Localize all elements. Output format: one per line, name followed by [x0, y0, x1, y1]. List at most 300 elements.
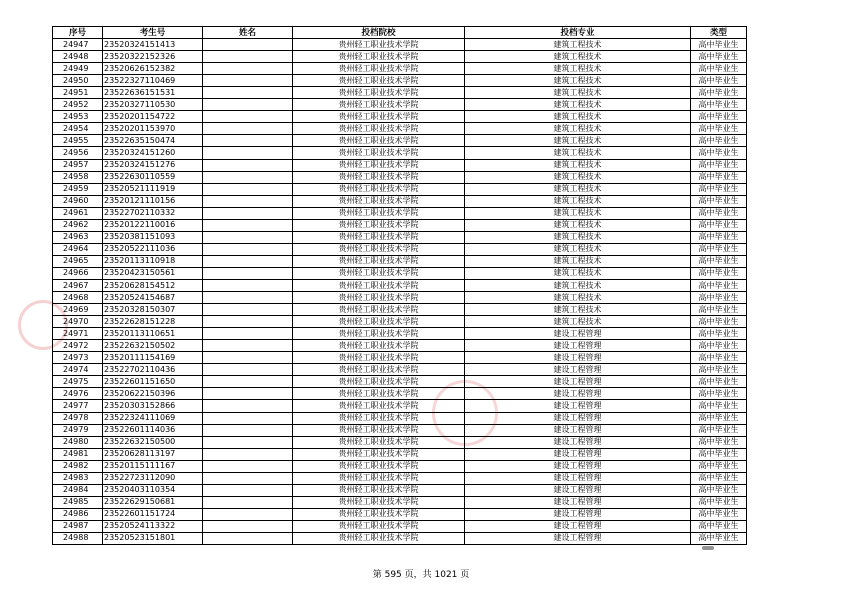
table-row	[53, 99, 747, 111]
cell-exam-no: 23520628113197	[103, 448, 203, 460]
cell-name	[203, 219, 293, 231]
cell-major: 建筑工程技术	[465, 255, 691, 267]
table-row	[53, 87, 747, 99]
col-header-serial: 序号	[53, 27, 103, 39]
cell-exam-no: 23522601151650	[103, 376, 203, 388]
cell-major: 建筑工程技术	[465, 51, 691, 63]
cell-name	[203, 111, 293, 123]
cell-school: 贵州轻工职业技术学院	[293, 352, 465, 364]
cell-type: 高中毕业生	[691, 183, 747, 195]
cell-school: 贵州轻工职业技术学院	[293, 460, 465, 472]
cell-serial: 24980	[53, 436, 103, 448]
cell-school: 贵州轻工职业技术学院	[293, 279, 465, 291]
cell-school: 贵州轻工职业技术学院	[293, 243, 465, 255]
cell-serial: 24962	[53, 219, 103, 231]
cell-exam-no: 23522636151531	[103, 87, 203, 99]
table-row	[53, 304, 747, 316]
cell-major: 建设工程管理	[465, 412, 691, 424]
cell-exam-no: 23520381151093	[103, 231, 203, 243]
cell-serial: 24985	[53, 496, 103, 508]
cell-major: 建设工程管理	[465, 484, 691, 496]
cell-school: 贵州轻工职业技术学院	[293, 412, 465, 424]
cell-type: 高中毕业生	[691, 87, 747, 99]
cell-type: 高中毕业生	[691, 243, 747, 255]
cell-serial: 24969	[53, 304, 103, 316]
cell-type: 高中毕业生	[691, 352, 747, 364]
cell-serial: 24975	[53, 376, 103, 388]
cell-type: 高中毕业生	[691, 123, 747, 135]
cell-school: 贵州轻工职业技术学院	[293, 520, 465, 532]
cell-type: 高中毕业生	[691, 51, 747, 63]
table-row	[53, 159, 747, 171]
cell-major: 建设工程管理	[465, 424, 691, 436]
cell-major: 建筑工程技术	[465, 111, 691, 123]
cell-name	[203, 207, 293, 219]
cell-type: 高中毕业生	[691, 328, 747, 340]
cell-name	[203, 255, 293, 267]
cell-type: 高中毕业生	[691, 267, 747, 279]
cell-school: 贵州轻工职业技术学院	[293, 424, 465, 436]
cell-name	[203, 508, 293, 520]
table-row	[53, 243, 747, 255]
cell-type: 高中毕业生	[691, 520, 747, 532]
cell-major: 建设工程管理	[465, 508, 691, 520]
cell-exam-no: 23522630110559	[103, 171, 203, 183]
cell-name	[203, 171, 293, 183]
cell-serial: 24981	[53, 448, 103, 460]
cell-major: 建筑工程技术	[465, 304, 691, 316]
table-row	[53, 292, 747, 304]
cell-type: 高中毕业生	[691, 340, 747, 352]
cell-school: 贵州轻工职业技术学院	[293, 304, 465, 316]
cell-major: 建筑工程技术	[465, 243, 691, 255]
cell-exam-no: 23520121110156	[103, 195, 203, 207]
cell-name	[203, 147, 293, 159]
cell-exam-no: 23520521111919	[103, 183, 203, 195]
cell-serial: 24956	[53, 147, 103, 159]
cell-exam-no: 23520115111167	[103, 460, 203, 472]
cell-type: 高中毕业生	[691, 219, 747, 231]
cell-serial: 24967	[53, 279, 103, 291]
cell-school: 贵州轻工职业技术学院	[293, 316, 465, 328]
cell-major: 建设工程管理	[465, 460, 691, 472]
cell-school: 贵州轻工职业技术学院	[293, 87, 465, 99]
table-row	[53, 328, 747, 340]
cell-name	[203, 328, 293, 340]
cell-name	[203, 87, 293, 99]
cell-type: 高中毕业生	[691, 472, 747, 484]
cell-school: 贵州轻工职业技术学院	[293, 111, 465, 123]
col-header-major: 投档专业	[465, 27, 691, 39]
cell-school: 贵州轻工职业技术学院	[293, 123, 465, 135]
cell-name	[203, 231, 293, 243]
table-row	[53, 123, 747, 135]
cell-major: 建筑工程技术	[465, 159, 691, 171]
cell-type: 高中毕业生	[691, 75, 747, 87]
table-row	[53, 532, 747, 544]
cell-serial: 24970	[53, 316, 103, 328]
cell-major: 建设工程管理	[465, 352, 691, 364]
table-header-row	[53, 27, 747, 39]
cell-type: 高中毕业生	[691, 159, 747, 171]
cell-exam-no: 23522628151228	[103, 316, 203, 328]
cell-type: 高中毕业生	[691, 388, 747, 400]
table-row	[53, 436, 747, 448]
cell-serial: 24968	[53, 292, 103, 304]
cell-type: 高中毕业生	[691, 171, 747, 183]
cell-name	[203, 292, 293, 304]
cell-serial: 24979	[53, 424, 103, 436]
cell-name	[203, 532, 293, 544]
cell-type: 高中毕业生	[691, 255, 747, 267]
cell-type: 高中毕业生	[691, 207, 747, 219]
cell-major: 建设工程管理	[465, 340, 691, 352]
cell-school: 贵州轻工职业技术学院	[293, 376, 465, 388]
cell-school: 贵州轻工职业技术学院	[293, 219, 465, 231]
cell-name	[203, 436, 293, 448]
cell-school: 贵州轻工职业技术学院	[293, 195, 465, 207]
cell-serial: 24977	[53, 400, 103, 412]
table-row	[53, 484, 747, 496]
cell-name	[203, 400, 293, 412]
cell-name	[203, 183, 293, 195]
cell-serial: 24961	[53, 207, 103, 219]
cell-type: 高中毕业生	[691, 448, 747, 460]
cell-serial: 24971	[53, 328, 103, 340]
cell-serial: 24952	[53, 99, 103, 111]
cell-major: 建设工程管理	[465, 376, 691, 388]
cell-type: 高中毕业生	[691, 304, 747, 316]
cell-serial: 24953	[53, 111, 103, 123]
cell-type: 高中毕业生	[691, 436, 747, 448]
cell-serial: 24957	[53, 159, 103, 171]
cell-name	[203, 316, 293, 328]
cell-school: 贵州轻工职业技术学院	[293, 147, 465, 159]
cell-school: 贵州轻工职业技术学院	[293, 496, 465, 508]
cell-name	[203, 243, 293, 255]
cell-school: 贵州轻工职业技术学院	[293, 508, 465, 520]
cell-exam-no: 23522632150500	[103, 436, 203, 448]
cell-name	[203, 340, 293, 352]
table-row	[53, 63, 747, 75]
cell-major: 建筑工程技术	[465, 316, 691, 328]
brand-watermark-logo	[702, 546, 714, 550]
cell-exam-no: 23520201153970	[103, 123, 203, 135]
cell-serial: 24965	[53, 255, 103, 267]
cell-type: 高中毕业生	[691, 195, 747, 207]
cell-exam-no: 23520328150307	[103, 304, 203, 316]
cell-major: 建设工程管理	[465, 496, 691, 508]
cell-serial: 24949	[53, 63, 103, 75]
cell-major: 建筑工程技术	[465, 207, 691, 219]
cell-serial: 24986	[53, 508, 103, 520]
cell-type: 高中毕业生	[691, 292, 747, 304]
cell-school: 贵州轻工职业技术学院	[293, 292, 465, 304]
table-row	[53, 279, 747, 291]
table-row	[53, 231, 747, 243]
cell-serial: 24972	[53, 340, 103, 352]
cell-type: 高中毕业生	[691, 63, 747, 75]
cell-exam-no: 23520324151276	[103, 159, 203, 171]
cell-serial: 24948	[53, 51, 103, 63]
cell-serial: 24982	[53, 460, 103, 472]
cell-serial: 24960	[53, 195, 103, 207]
cell-exam-no: 23520403110354	[103, 484, 203, 496]
cell-name	[203, 520, 293, 532]
cell-major: 建筑工程技术	[465, 87, 691, 99]
table-row	[53, 340, 747, 352]
cell-major: 建筑工程技术	[465, 195, 691, 207]
cell-school: 贵州轻工职业技术学院	[293, 39, 465, 51]
cell-type: 高中毕业生	[691, 508, 747, 520]
cell-name	[203, 51, 293, 63]
cell-name	[203, 352, 293, 364]
cell-major: 建筑工程技术	[465, 75, 691, 87]
cell-name	[203, 279, 293, 291]
cell-major: 建筑工程技术	[465, 292, 691, 304]
cell-type: 高中毕业生	[691, 460, 747, 472]
cell-serial: 24950	[53, 75, 103, 87]
cell-name	[203, 388, 293, 400]
cell-exam-no: 23520111154169	[103, 352, 203, 364]
cell-school: 贵州轻工职业技术学院	[293, 388, 465, 400]
cell-school: 贵州轻工职业技术学院	[293, 183, 465, 195]
cell-type: 高中毕业生	[691, 279, 747, 291]
cell-name	[203, 364, 293, 376]
cell-serial: 24951	[53, 87, 103, 99]
table-row	[53, 448, 747, 460]
cell-exam-no: 23520122110016	[103, 219, 203, 231]
cell-major: 建筑工程技术	[465, 183, 691, 195]
cell-type: 高中毕业生	[691, 39, 747, 51]
table-row	[53, 135, 747, 147]
cell-school: 贵州轻工职业技术学院	[293, 532, 465, 544]
cell-school: 贵州轻工职业技术学院	[293, 484, 465, 496]
table-row	[53, 219, 747, 231]
table-row	[53, 171, 747, 183]
table-row	[53, 111, 747, 123]
cell-serial: 24983	[53, 472, 103, 484]
cell-major: 建筑工程技术	[465, 39, 691, 51]
cell-serial: 24973	[53, 352, 103, 364]
table-row	[53, 412, 747, 424]
cell-type: 高中毕业生	[691, 532, 747, 544]
cell-major: 建筑工程技术	[465, 231, 691, 243]
table-row	[53, 147, 747, 159]
cell-serial: 24978	[53, 412, 103, 424]
cell-exam-no: 23522723112090	[103, 472, 203, 484]
col-header-type: 类型	[691, 27, 747, 39]
table-row	[53, 388, 747, 400]
table-body	[53, 39, 747, 545]
table-row	[53, 376, 747, 388]
table-row	[53, 364, 747, 376]
cell-major: 建设工程管理	[465, 328, 691, 340]
cell-major: 建筑工程技术	[465, 267, 691, 279]
table-row	[53, 39, 747, 51]
cell-major: 建筑工程技术	[465, 63, 691, 75]
cell-name	[203, 304, 293, 316]
cell-name	[203, 159, 293, 171]
table-row	[53, 255, 747, 267]
cell-major: 建设工程管理	[465, 364, 691, 376]
cell-major: 建筑工程技术	[465, 123, 691, 135]
admission-table	[52, 26, 747, 545]
cell-name	[203, 63, 293, 75]
cell-major: 建设工程管理	[465, 532, 691, 544]
cell-school: 贵州轻工职业技术学院	[293, 255, 465, 267]
cell-exam-no: 23522629150681	[103, 496, 203, 508]
cell-name	[203, 135, 293, 147]
cell-exam-no: 23522635150474	[103, 135, 203, 147]
cell-exam-no: 23520628154512	[103, 279, 203, 291]
cell-major: 建设工程管理	[465, 400, 691, 412]
cell-major: 建筑工程技术	[465, 171, 691, 183]
table-row	[53, 424, 747, 436]
cell-type: 高中毕业生	[691, 316, 747, 328]
cell-exam-no: 23520523151801	[103, 532, 203, 544]
cell-type: 高中毕业生	[691, 111, 747, 123]
cell-exam-no: 23520324151260	[103, 147, 203, 159]
table-row	[53, 508, 747, 520]
cell-major: 建筑工程技术	[465, 279, 691, 291]
table-row	[53, 520, 747, 532]
cell-school: 贵州轻工职业技术学院	[293, 51, 465, 63]
cell-school: 贵州轻工职业技术学院	[293, 448, 465, 460]
cell-name	[203, 75, 293, 87]
cell-major: 建设工程管理	[465, 448, 691, 460]
cell-exam-no: 23522601151724	[103, 508, 203, 520]
cell-name	[203, 123, 293, 135]
cell-exam-no: 23522702110332	[103, 207, 203, 219]
cell-name	[203, 496, 293, 508]
cell-school: 贵州轻工职业技术学院	[293, 231, 465, 243]
cell-major: 建设工程管理	[465, 388, 691, 400]
cell-exam-no: 23522601114036	[103, 424, 203, 436]
cell-exam-no: 23522702110436	[103, 364, 203, 376]
cell-major: 建设工程管理	[465, 520, 691, 532]
cell-exam-no: 23520113110918	[103, 255, 203, 267]
cell-name	[203, 460, 293, 472]
cell-major: 建筑工程技术	[465, 135, 691, 147]
cell-exam-no: 23522327110469	[103, 75, 203, 87]
cell-exam-no: 23520524113322	[103, 520, 203, 532]
col-header-school: 投档院校	[293, 27, 465, 39]
cell-school: 贵州轻工职业技术学院	[293, 340, 465, 352]
cell-exam-no: 23520324151413	[103, 39, 203, 51]
cell-school: 贵州轻工职业技术学院	[293, 63, 465, 75]
cell-exam-no: 23520327110530	[103, 99, 203, 111]
cell-name	[203, 412, 293, 424]
cell-serial: 24963	[53, 231, 103, 243]
cell-school: 贵州轻工职业技术学院	[293, 400, 465, 412]
cell-major: 建筑工程技术	[465, 219, 691, 231]
table-row	[53, 472, 747, 484]
cell-serial: 24964	[53, 243, 103, 255]
cell-major: 建设工程管理	[465, 436, 691, 448]
cell-exam-no: 23520113110651	[103, 328, 203, 340]
cell-school: 贵州轻工职业技术学院	[293, 267, 465, 279]
table-row	[53, 51, 747, 63]
cell-exam-no: 23522324111069	[103, 412, 203, 424]
cell-type: 高中毕业生	[691, 412, 747, 424]
cell-school: 贵州轻工职业技术学院	[293, 159, 465, 171]
cell-major: 建筑工程技术	[465, 147, 691, 159]
cell-type: 高中毕业生	[691, 147, 747, 159]
cell-school: 贵州轻工职业技术学院	[293, 171, 465, 183]
cell-type: 高中毕业生	[691, 364, 747, 376]
cell-name	[203, 448, 293, 460]
cell-exam-no: 23520423150561	[103, 267, 203, 279]
cell-exam-no: 23520524154687	[103, 292, 203, 304]
cell-serial: 24954	[53, 123, 103, 135]
cell-serial: 24959	[53, 183, 103, 195]
page-footer: 第 595 页，共 1021 页	[372, 570, 470, 580]
cell-major: 建筑工程技术	[465, 99, 691, 111]
cell-serial: 24947	[53, 39, 103, 51]
table-row	[53, 400, 747, 412]
cell-exam-no: 23520201154722	[103, 111, 203, 123]
cell-school: 贵州轻工职业技术学院	[293, 135, 465, 147]
cell-school: 贵州轻工职业技术学院	[293, 364, 465, 376]
cell-serial: 24988	[53, 532, 103, 544]
cell-school: 贵州轻工职业技术学院	[293, 472, 465, 484]
cell-name	[203, 484, 293, 496]
cell-name	[203, 376, 293, 388]
cell-school: 贵州轻工职业技术学院	[293, 207, 465, 219]
table-row	[53, 195, 747, 207]
cell-type: 高中毕业生	[691, 484, 747, 496]
table-row	[53, 352, 747, 364]
cell-exam-no: 23520322152326	[103, 51, 203, 63]
table-row	[53, 267, 747, 279]
cell-type: 高中毕业生	[691, 231, 747, 243]
cell-name	[203, 39, 293, 51]
cell-name	[203, 267, 293, 279]
cell-serial: 24984	[53, 484, 103, 496]
cell-serial: 24955	[53, 135, 103, 147]
cell-exam-no: 23520626152382	[103, 63, 203, 75]
cell-exam-no: 23520522111036	[103, 243, 203, 255]
cell-name	[203, 195, 293, 207]
cell-school: 贵州轻工职业技术学院	[293, 328, 465, 340]
cell-exam-no: 23520303152866	[103, 400, 203, 412]
table-row	[53, 316, 747, 328]
table-row	[53, 183, 747, 195]
table-row	[53, 460, 747, 472]
cell-name	[203, 472, 293, 484]
cell-school: 贵州轻工职业技术学院	[293, 99, 465, 111]
cell-exam-no: 23522632150502	[103, 340, 203, 352]
cell-type: 高中毕业生	[691, 99, 747, 111]
cell-name	[203, 424, 293, 436]
cell-type: 高中毕业生	[691, 400, 747, 412]
table-row	[53, 207, 747, 219]
cell-type: 高中毕业生	[691, 424, 747, 436]
cell-type: 高中毕业生	[691, 496, 747, 508]
cell-exam-no: 23520622150396	[103, 388, 203, 400]
cell-type: 高中毕业生	[691, 135, 747, 147]
cell-serial: 24976	[53, 388, 103, 400]
cell-serial: 24958	[53, 171, 103, 183]
cell-serial: 24987	[53, 520, 103, 532]
col-header-name: 姓名	[203, 27, 293, 39]
cell-school: 贵州轻工职业技术学院	[293, 75, 465, 87]
cell-serial: 24966	[53, 267, 103, 279]
cell-school: 贵州轻工职业技术学院	[293, 436, 465, 448]
cell-major: 建设工程管理	[465, 472, 691, 484]
table-row	[53, 75, 747, 87]
